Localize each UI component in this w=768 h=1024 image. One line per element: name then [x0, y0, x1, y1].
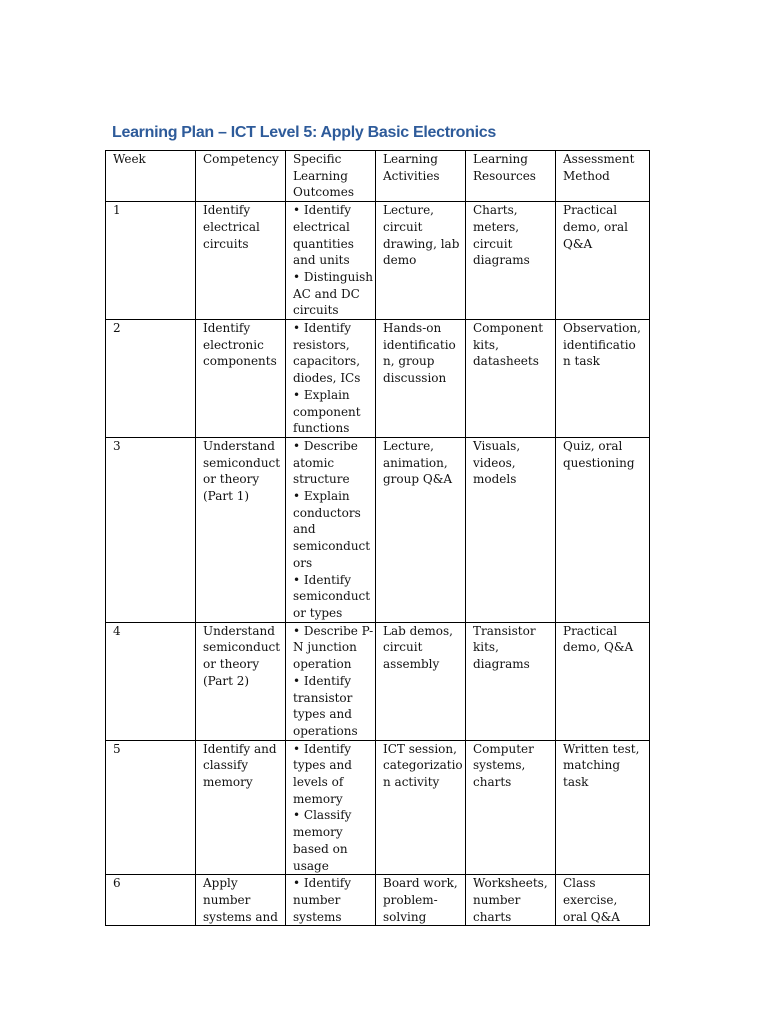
cell-text: electronic [203, 337, 264, 352]
cell-competency [196, 740, 286, 875]
header-learning-resources: Learning Resources [466, 151, 556, 202]
cell-outcomes [286, 740, 376, 875]
cell-text: charts [473, 909, 512, 924]
cell-text: operations [293, 723, 358, 738]
cell-text: number [473, 892, 521, 907]
cell-text: and [293, 522, 316, 537]
cell-text: Identify and [203, 741, 277, 756]
cell-text: ors [293, 555, 313, 570]
cell-text: memory [293, 825, 343, 840]
cell-competency [196, 875, 286, 926]
cell-week [106, 622, 196, 740]
cell-week [106, 740, 196, 875]
cell-text: systems [293, 909, 342, 924]
cell-text: circuit [473, 236, 513, 251]
cell-text: identificatio [383, 337, 456, 352]
cell-text: 6 [113, 876, 121, 891]
cell-text: components [203, 354, 277, 369]
cell-text: 3 [113, 438, 121, 453]
cell-resources [466, 875, 556, 926]
cell-text: semiconduct [203, 640, 281, 655]
cell-competency [196, 202, 286, 320]
cell-text: discussion [383, 371, 447, 386]
cell-text: number [293, 892, 341, 907]
cell-text: Worksheets, [473, 876, 548, 891]
cell-activities [376, 437, 466, 622]
cell-text: operation [293, 657, 352, 672]
cell-text: • Identify [293, 741, 352, 756]
table-row [106, 320, 650, 438]
cell-text: Lecture, [383, 203, 434, 218]
cell-text: matching [563, 758, 621, 773]
cell-text: diagrams [473, 657, 530, 672]
cell-text: and units [293, 253, 350, 268]
table-row [106, 202, 650, 320]
cell-text: • Distinguish [293, 269, 374, 284]
header-specific-learning-outcomes: Specific Learning Outcomes [286, 151, 376, 202]
table-header-row [106, 151, 650, 202]
cell-text: • Identify [293, 321, 352, 336]
cell-text: exercise, [563, 892, 618, 907]
cell-text: questioning [563, 455, 635, 470]
cell-text: Hands-on [383, 321, 442, 336]
cell-text: structure [293, 472, 350, 487]
cell-text: resistors, [293, 337, 350, 352]
cell-assessment [556, 202, 650, 320]
cell-text: • Describe [293, 438, 358, 453]
cell-text: capacitors, [293, 354, 361, 369]
cell-text: Transistor [473, 623, 536, 638]
cell-text: semiconduct [293, 589, 371, 604]
header-assessment-method: Assessment Method [556, 151, 650, 202]
cell-text: 5 [113, 741, 121, 756]
cell-text: • Explain [293, 489, 350, 504]
cell-text: n activity [383, 775, 440, 790]
cell-text: demo, Q&A [563, 640, 634, 655]
cell-outcomes [286, 875, 376, 926]
cell-text: categorizatio [383, 758, 463, 773]
cell-text: Class [563, 876, 596, 891]
cell-text: Board work, [383, 876, 458, 891]
cell-text: charts [473, 775, 512, 790]
cell-text: Identify [203, 203, 251, 218]
cell-text: transistor [293, 690, 353, 705]
cell-text: classify [203, 758, 249, 773]
cell-assessment [556, 437, 650, 622]
page-title: Learning Plan – ICT Level 5: Apply Basic Electronics [112, 124, 496, 141]
cell-text: • Identify [293, 203, 352, 218]
cell-text: (Part 1) [203, 489, 250, 504]
cell-text: quantities [293, 236, 354, 251]
cell-activities [376, 202, 466, 320]
cell-text: Observation, [563, 321, 641, 336]
cell-text: Identify [203, 321, 251, 336]
cell-text: component [293, 404, 361, 419]
cell-text: based on [293, 841, 348, 856]
cell-outcomes [286, 622, 376, 740]
cell-text: n, group [383, 354, 435, 369]
cell-resources [466, 320, 556, 438]
cell-text: animation, [383, 455, 448, 470]
cell-text: oral Q&A [563, 909, 620, 924]
cell-text: kits, [473, 337, 499, 352]
cell-text: circuit [383, 219, 423, 234]
cell-resources [466, 740, 556, 875]
cell-text: diodes, ICs [293, 371, 361, 386]
cell-text: semiconduct [203, 455, 281, 470]
cell-text: Component [473, 321, 544, 336]
cell-text: Written test, [563, 741, 640, 756]
cell-text: functions [293, 421, 350, 436]
cell-text: Quiz, oral [563, 438, 623, 453]
cell-text: electrical [203, 219, 260, 234]
cell-text: Practical [563, 203, 618, 218]
cell-text: usage [293, 858, 329, 873]
cell-text: • Describe P- [293, 623, 374, 638]
cell-text: kits, [473, 640, 499, 655]
cell-text: systems and [203, 909, 278, 924]
table-row [106, 622, 650, 740]
cell-text: circuits [293, 303, 339, 318]
cell-text: N junction [293, 640, 357, 655]
cell-activities [376, 740, 466, 875]
cell-text: systems, [473, 758, 526, 773]
cell-resources [466, 622, 556, 740]
cell-assessment [556, 875, 650, 926]
cell-text: Lab demos, [383, 623, 453, 638]
cell-activities [376, 320, 466, 438]
cell-competency [196, 320, 286, 438]
cell-text: Computer [473, 741, 534, 756]
cell-text: • Identify [293, 876, 352, 891]
cell-text: Understand [203, 438, 275, 453]
cell-text: • Identify [293, 673, 352, 688]
header-learning-activities: Learning Activities [376, 151, 466, 202]
cell-outcomes [286, 202, 376, 320]
cell-text: demo [383, 253, 417, 268]
cell-assessment [556, 320, 650, 438]
header-competency: Competency [196, 151, 286, 202]
cell-text: models [473, 472, 517, 487]
cell-text: conductors [293, 505, 361, 520]
table-body [106, 202, 650, 926]
cell-outcomes [286, 320, 376, 438]
cell-week [106, 320, 196, 438]
cell-text: or theory [203, 657, 260, 672]
header-week: Week [106, 151, 196, 202]
cell-competency [196, 622, 286, 740]
cell-text: meters, [473, 219, 520, 234]
cell-text: circuits [203, 236, 249, 251]
learning-plan-table [105, 150, 650, 926]
cell-text: • Identify [293, 572, 352, 587]
cell-text: task [563, 775, 589, 790]
cell-text: identificatio [563, 337, 636, 352]
cell-activities [376, 622, 466, 740]
table-row [106, 740, 650, 875]
cell-text: memory [293, 791, 343, 806]
cell-text: Lecture, [383, 438, 434, 453]
cell-text: diagrams [473, 253, 530, 268]
cell-assessment [556, 740, 650, 875]
table-row [106, 875, 650, 926]
cell-text: ICT session, [383, 741, 457, 756]
cell-text: problem- [383, 892, 438, 907]
cell-text: 1 [113, 203, 121, 218]
cell-text: or types [293, 605, 343, 620]
cell-week [106, 202, 196, 320]
cell-resources [466, 202, 556, 320]
cell-text: semiconduct [293, 539, 371, 554]
cell-text: levels of [293, 775, 344, 790]
cell-text: demo, oral [563, 219, 628, 234]
cell-text: AC and DC [293, 286, 360, 301]
cell-competency [196, 437, 286, 622]
cell-text: types and [293, 707, 352, 722]
cell-outcomes [286, 437, 376, 622]
cell-assessment [556, 622, 650, 740]
cell-text: circuit [383, 640, 423, 655]
cell-week [106, 437, 196, 622]
cell-activities [376, 875, 466, 926]
cell-text: n task [563, 354, 600, 369]
cell-text: number [203, 892, 251, 907]
table-row [106, 437, 650, 622]
cell-text: Q&A [563, 236, 593, 251]
cell-text: Charts, [473, 203, 518, 218]
cell-text: group Q&A [383, 472, 453, 487]
cell-text: 2 [113, 321, 121, 336]
cell-text: memory [203, 775, 253, 790]
cell-text: electrical [293, 219, 350, 234]
cell-text: atomic [293, 455, 335, 470]
cell-text: Practical [563, 623, 618, 638]
cell-text: datasheets [473, 354, 539, 369]
cell-text: Understand [203, 623, 275, 638]
cell-text: assembly [383, 657, 440, 672]
cell-text: • Classify [293, 808, 352, 823]
cell-text: • Explain [293, 387, 350, 402]
cell-text: Visuals, [473, 438, 521, 453]
cell-text: videos, [473, 455, 516, 470]
cell-text: drawing, lab [383, 236, 460, 251]
cell-text: 4 [113, 623, 121, 638]
cell-text: or theory [203, 472, 260, 487]
cell-text: solving [383, 909, 427, 924]
cell-week [106, 875, 196, 926]
cell-resources [466, 437, 556, 622]
cell-text: types and [293, 758, 352, 773]
cell-text: Apply [203, 876, 238, 891]
cell-text: (Part 2) [203, 673, 250, 688]
